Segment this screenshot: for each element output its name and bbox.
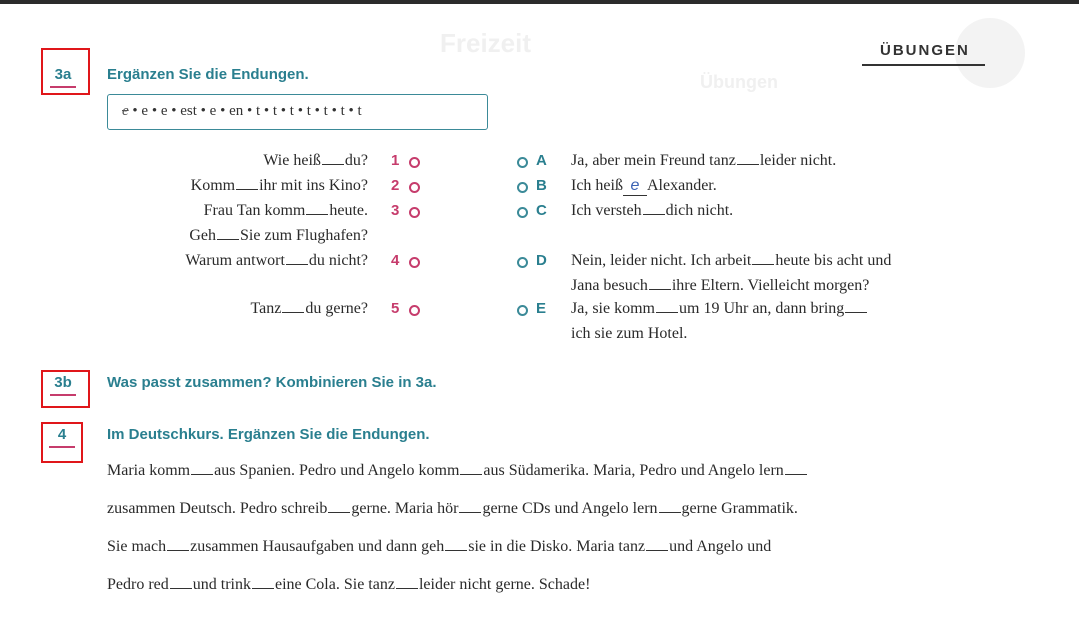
ghost-heading: Freizeit [440,28,532,58]
blank[interactable] [328,511,350,513]
answer-e-line-1 [571,300,868,318]
paragraph-line-4 [107,576,590,594]
blank[interactable] [217,238,239,240]
blank[interactable] [191,473,213,475]
question-3 [38,202,368,220]
blank[interactable] [396,587,418,589]
match-circle-left[interactable] [409,257,420,268]
match-circle-left[interactable] [409,157,420,168]
paragraph-text: aus Spanien. Pedro und Angelo komm [214,462,460,479]
paragraph-text: aus Südamerika. Maria, Pedro und Angelo lern [483,462,784,479]
paragraph-text: leider nicht gerne. Schade! [418,576,591,593]
exercise-number-3a: 3a [54,66,72,83]
question-number: 1 [391,152,400,169]
paragraph-text: gerne. Maria hör [351,500,459,517]
paragraph-text: Maria komm [107,462,191,479]
question-text: Sie zum Flughafen? [240,227,368,244]
paragraph-text: zusammen Hausaufgaben und dann geh [190,538,445,555]
answer-text: Alexander. [646,177,717,194]
question-number: 5 [391,300,400,317]
answer-e-line-2 [571,325,687,343]
answer-text: Ja, aber mein Freund tanz [571,152,736,169]
answer-text: ihre Eltern. Vielleicht morgen? [671,277,870,294]
answer-b [571,177,717,196]
question-text: Komm [190,177,236,194]
paragraph-text: gerne Grammatik. [681,500,798,517]
ghost-subheading: Übungen [700,72,778,92]
question-text: Wie heiß [263,152,321,169]
question-text: Frau Tan komm [203,202,306,219]
question-text: Tanz [250,300,282,317]
question-number: 4 [391,252,400,269]
question-3b-line [38,227,368,245]
question-number: 2 [391,177,400,194]
blank[interactable] [649,288,671,290]
answer-text: ich sie zum Hotel. [571,325,688,342]
exercise-title-3b: Was passt zusammen? Kombinieren Sie in 3a. [107,374,437,391]
match-circle-right[interactable] [517,305,528,316]
blank[interactable] [322,163,344,165]
top-bar [0,0,1079,4]
paragraph-text: gerne CDs und Angelo lern [482,500,658,517]
answer-text: leider nicht. [759,152,837,169]
blank[interactable] [252,587,274,589]
match-circle-left[interactable] [409,305,420,316]
question-text: du nicht? [308,252,368,269]
blank[interactable] [845,311,867,313]
question-text: heute. [329,202,368,219]
paragraph-line-3 [107,538,771,556]
question-4 [38,252,368,270]
exercise-title-4: Im Deutschkurs. Ergänzen Sie die Endungen. [107,426,430,443]
paragraph-text: Sie mach [107,538,167,555]
match-circle-right[interactable] [517,257,528,268]
blank[interactable] [286,263,308,265]
answer-text: Ich heiß [571,177,623,194]
question-1 [38,152,368,170]
exercise-underline-3b [50,394,76,396]
exercise-underline-3a [50,86,76,88]
endings-list: • e • e • est • e • en • t • t • t • t • t • t • t [132,103,362,119]
question-5 [38,300,368,318]
paragraph-line-2 [107,500,798,518]
blank[interactable] [306,213,328,215]
section-rule [862,64,985,66]
blank[interactable] [643,213,665,215]
match-circle-right[interactable] [517,182,528,193]
answer-text: Nein, leider nicht. Ich arbeit [571,252,752,269]
question-number: 3 [391,202,400,219]
question-text: ihr mit ins Kino? [259,177,368,194]
endings-box [107,94,488,130]
answer-letter: D [536,252,547,269]
blank[interactable] [737,163,759,165]
question-text: du gerne? [305,300,368,317]
blank[interactable] [445,549,467,551]
blank[interactable] [460,473,482,475]
blank[interactable] [282,311,304,313]
paragraph-text: und trink [192,576,251,593]
exercise-title-3a: Ergänzen Sie die Endungen. [107,66,309,83]
question-text: du? [344,152,368,169]
answer-letter: A [536,152,547,169]
paragraph-text: zusammen Deutsch. Pedro schreib [107,500,328,517]
exercise-number-3b: 3b [54,374,72,391]
answer-letter: E [536,300,547,317]
blank[interactable] [459,511,481,513]
answer-text: Ja, sie komm [571,300,655,317]
blank[interactable] [236,188,258,190]
answer-c [571,202,733,220]
question-2 [38,177,368,195]
filled-blank[interactable]: e [623,177,647,196]
answer-text: dich nicht. [665,202,734,219]
match-circle-left[interactable] [409,207,420,218]
paragraph-text: sie in die Disko. Maria tanz [468,538,646,555]
paragraph-text: und Angelo und [669,538,772,555]
answer-text: Ich versteh [571,202,642,219]
blank[interactable] [646,549,668,551]
blank[interactable] [656,311,678,313]
match-circle-left[interactable] [409,182,420,193]
exercise-underline-4 [49,446,75,448]
question-text: Geh [189,227,217,244]
answer-text: Jana besuch [571,277,648,294]
blank[interactable] [167,549,189,551]
blank[interactable] [752,263,774,265]
exercise-number-4: 4 [57,426,67,443]
paragraph-line-1 [107,462,808,480]
paragraph-text: Pedro red [107,576,169,593]
blank[interactable] [170,587,192,589]
match-circle-right[interactable] [517,207,528,218]
match-circle-right[interactable] [517,157,528,168]
question-text: Warum antwort [185,252,285,269]
answer-letter: C [536,202,547,219]
section-label: ÜBUNGEN [880,42,970,59]
blank[interactable] [785,473,807,475]
answer-d-line-1 [571,252,891,270]
answer-d-line-2 [571,277,869,295]
paragraph-text: eine Cola. Sie tanz [274,576,395,593]
answer-letter: B [536,177,547,194]
blank[interactable] [659,511,681,513]
struck-ending: e [122,103,129,119]
answer-text: heute bis acht und [775,252,892,269]
answer-text: um 19 Uhr an, dann bring [679,300,845,317]
answer-a [571,152,836,170]
